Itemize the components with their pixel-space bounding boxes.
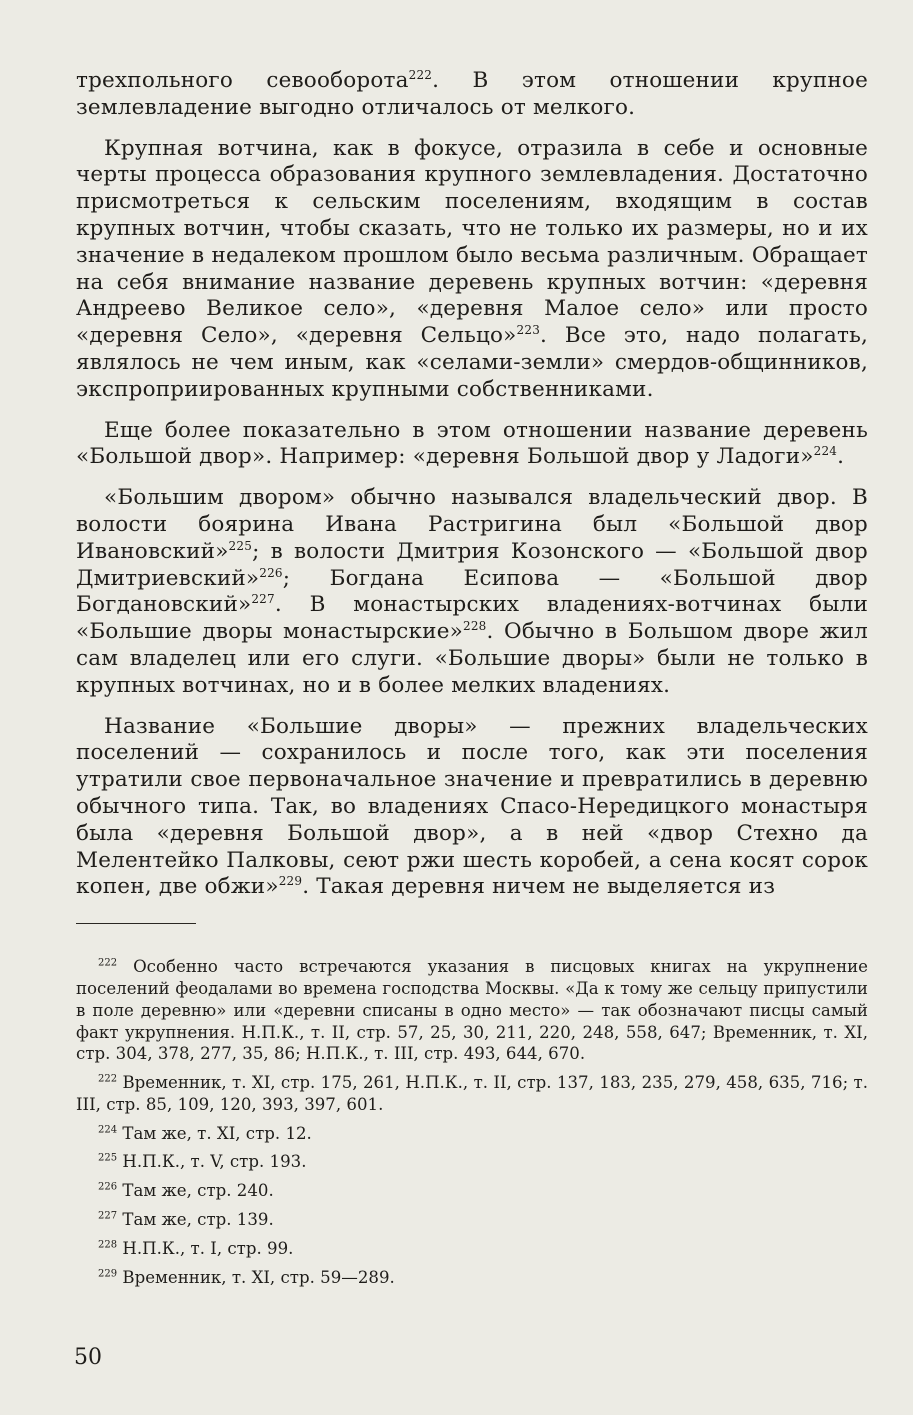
footnote-number: 222 — [98, 957, 118, 969]
footnote — [76, 1151, 868, 1173]
page-number: 50 — [74, 1345, 102, 1370]
p1-text-2: . Все это, надо полагать, являлось не чем иным, как «селами-земли» смердов-общинников, экспроприированных крупными собственниками. — [76, 323, 869, 402]
footnote-ref-224: 224 — [813, 444, 838, 459]
footnote-ref-222: 222 — [408, 67, 433, 82]
footnote-number: 226 — [98, 1181, 118, 1193]
p2-text-0: Еще более показательно в этом отношении название деревень «Большой двор». Например: «деревня Большой двор у Ладоги» — [76, 417, 868, 470]
footnote — [76, 1209, 868, 1231]
p3-text-2: ; в волости Дмитрия Козонского — «Большой двор Дмитриевский» — [76, 538, 868, 591]
footnote — [76, 956, 868, 1065]
paragraph-3 — [76, 485, 868, 699]
footnote-ref-227: 227 — [251, 592, 275, 607]
footnote-text: Особенно часто встречаются указания в писцовых книгах на укрупнение поселений феодалами во времена господства Москвы. «Да к тому же сельцу припустили в поле деревню» или «деревни списаны в одно место» — так обозначают писцы самый факт укрупнения. Н.П.К., т. II, стр. 57, 25, 30, 211, 220, 248, 558, 647; Временник, т. XI, стр. 304, 378, 277, 35, 86; Н.П.К., т. III, стр. 493, 644, 670. — [76, 957, 869, 1064]
p0-text-0: трехпольного севооборота — [76, 68, 409, 93]
footnote-text: Временник, т. XI, стр. 59—289. — [122, 1267, 395, 1287]
footnote-text: Н.П.К., т. V, стр. 193. — [122, 1152, 307, 1172]
footnote — [76, 1180, 868, 1202]
footnote-ref-228: 228 — [462, 618, 487, 633]
p3-text-4: ; Богдана Есипова — «Большой двор Богдановский» — [76, 565, 868, 618]
paragraph-4 — [76, 714, 868, 902]
p3-text-8: . Обычно в Большом дворе жил сам владелец или его слуги. «Большие дворы» были не только в крупных вотчинах, но и в более мелких владениях. — [76, 619, 869, 698]
footnote-ref-226: 226 — [259, 565, 283, 580]
footnote — [76, 1072, 868, 1116]
footnote — [76, 1238, 868, 1260]
paragraph-1 — [76, 136, 868, 404]
footnote — [76, 1123, 868, 1145]
footnote-ref-223: 223 — [516, 323, 541, 338]
footnote-number: 224 — [98, 1124, 118, 1136]
footnote-text: Там же, стр. 240. — [122, 1181, 274, 1201]
p0-text-2: . В этом отношении крупное землевладение выгодно отличалось от мелкого. — [76, 68, 869, 120]
footnote-text: Там же, стр. 139. — [122, 1210, 274, 1230]
footnotes — [76, 956, 868, 1288]
footnote-text: Н.П.К., т. I, стр. 99. — [122, 1238, 294, 1258]
p3-text-6: . В монастырских владениях-вотчинах были «Большие дворы монастырские» — [76, 592, 868, 645]
paragraph-2 — [76, 418, 868, 472]
footnote-number: 225 — [98, 1152, 118, 1164]
footnote-number: 227 — [98, 1210, 118, 1222]
footnote — [76, 1267, 868, 1289]
p4-text-2: . Такая деревня ничем не выделяется из — [302, 874, 776, 900]
footnote-ref-229: 229 — [278, 874, 303, 889]
footnote-ref-225: 225 — [228, 538, 253, 553]
footnote-number: 228 — [98, 1239, 118, 1251]
footnote-text: Временник, т. XI, стр. 175, 261, Н.П.К., т. II, стр. 137, 183, 235, 279, 458, 635, 716; т. III, стр. 85, 109, 120, 393, 397, 601. — [76, 1073, 868, 1114]
paragraph-0 — [76, 68, 868, 122]
footnote-divider — [76, 923, 196, 924]
footnote-number: 229 — [98, 1268, 118, 1280]
p4-text-0: Название «Большие дворы» — прежних владельческих поселений — сохранилось и после того, как эти поселения утратили свое первоначальное значение и превратились в деревню обычного типа. Так, во владениях Спасо-Нередицкого монастыря была «деревня Большой двор», а в ней «двор Стехно да Мелентейко Палковы, сеют ржи шесть коробей, а сена косят сорок копен, две обжи» — [76, 713, 868, 900]
main-text — [76, 68, 868, 901]
p2-text-2: . — [837, 444, 845, 470]
p1-text-0: Крупная вотчина, как в фокусе, отразила в себе и основные черты процесса образования крупного землевладения. Достаточно присмотреться к сельским поселениям, входящим в состав крупных вотчин, чтобы сказать, что не только их размеры, но и их значение в недалеком прошлом было весьма различным. Обращает на себя внимание название деревень крупных вотчин: «деревня Андреево Великое село», «деревня Малое село» или просто «деревня Село», «деревня Сельцо» — [76, 135, 868, 349]
footnote-number: 222 — [98, 1073, 118, 1085]
p3-text-0: «Большим двором» обычно назывался владельческий двор. В волости боярина Ивана Растригина был «Большой двор Ивановский» — [76, 485, 868, 564]
footnote-text: Там же, т. XI, стр. 12. — [122, 1123, 312, 1143]
